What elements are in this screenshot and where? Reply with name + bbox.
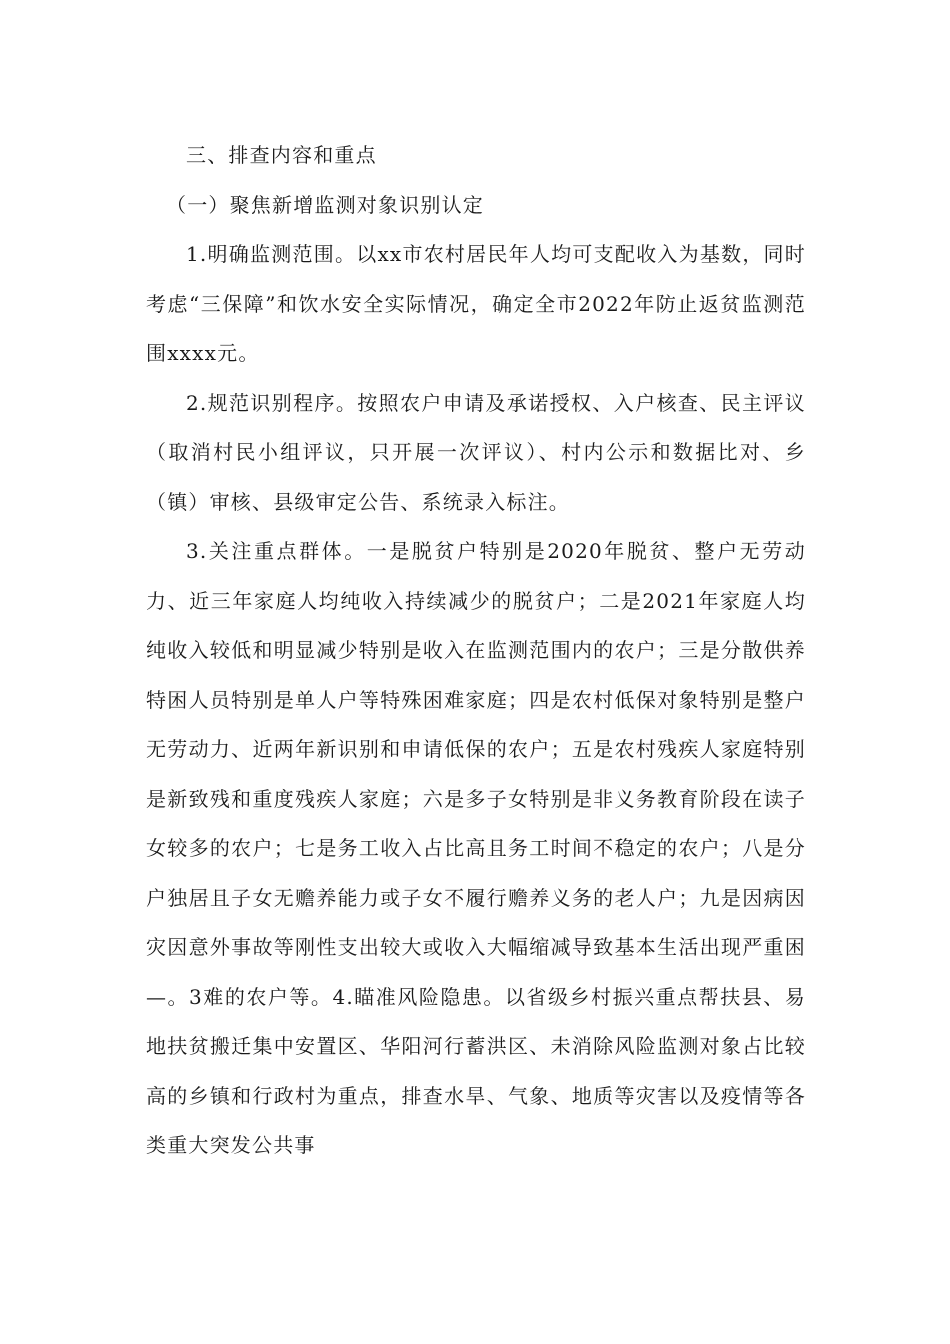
paragraph-identification-procedure: 2.规范识别程序。按照农户申请及承诺授权、入户核查、民主评议（取消村民小组评议，只开展一次评议）、村内公示和数据比对、乡（镇）审核、县级审定公告、系统录入标注。: [146, 390, 806, 514]
paragraph-monitoring-scope: 1.明确监测范围。以xx市农村居民年人均可支配收入为基数，同时考虑“三保障”和饮水安全实际情况，确定全市2022年防止返贫监测范围xxxx元。: [146, 242, 806, 365]
document-body: [146, 131, 806, 1171]
section-heading: 三、排查内容和重点: [186, 143, 377, 167]
paragraph-key-groups: 3.关注重点群体。一是脱贫户特别是2020年脱贫、整户无劳动力、近三年家庭人均纯收入持续减少的脱贫户；二是2021年家庭人均纯收入较低和明显减少特别是收入在监测范围内的农户；三是分散供养特困人员特别是单人户等特殊困难家庭；四是农村低保对象特别是整户无劳动力、近两年新识别和申请低保的农户；五是农村残疾人家庭特别是新致残和重度残疾人家庭；六是多子女特别是非义务教育阶段在读子女较多的农户；七是务工收入占比高且务工时间不稳定的农户；八是分户独居且子女无赡养能力或子女不履行赡养义务的老人户；九是因病因灾因意外事故等刚性支出较大或收入大幅缩减导致基本生活出现严重困—。3难的农户等。4.瞄准风险隐患。以省级乡村振兴重点帮扶县、易地扶贫搬迁集中安置区、华阳河行蓄洪区、未消除风险监测对象占比较高的乡镇和行政村为重点，排查水旱、气象、地质等灾害以及疫情等各类重大突发公共事: [146, 539, 806, 1157]
subsection-heading: （一）聚焦新增监测对象识别认定: [166, 192, 484, 217]
